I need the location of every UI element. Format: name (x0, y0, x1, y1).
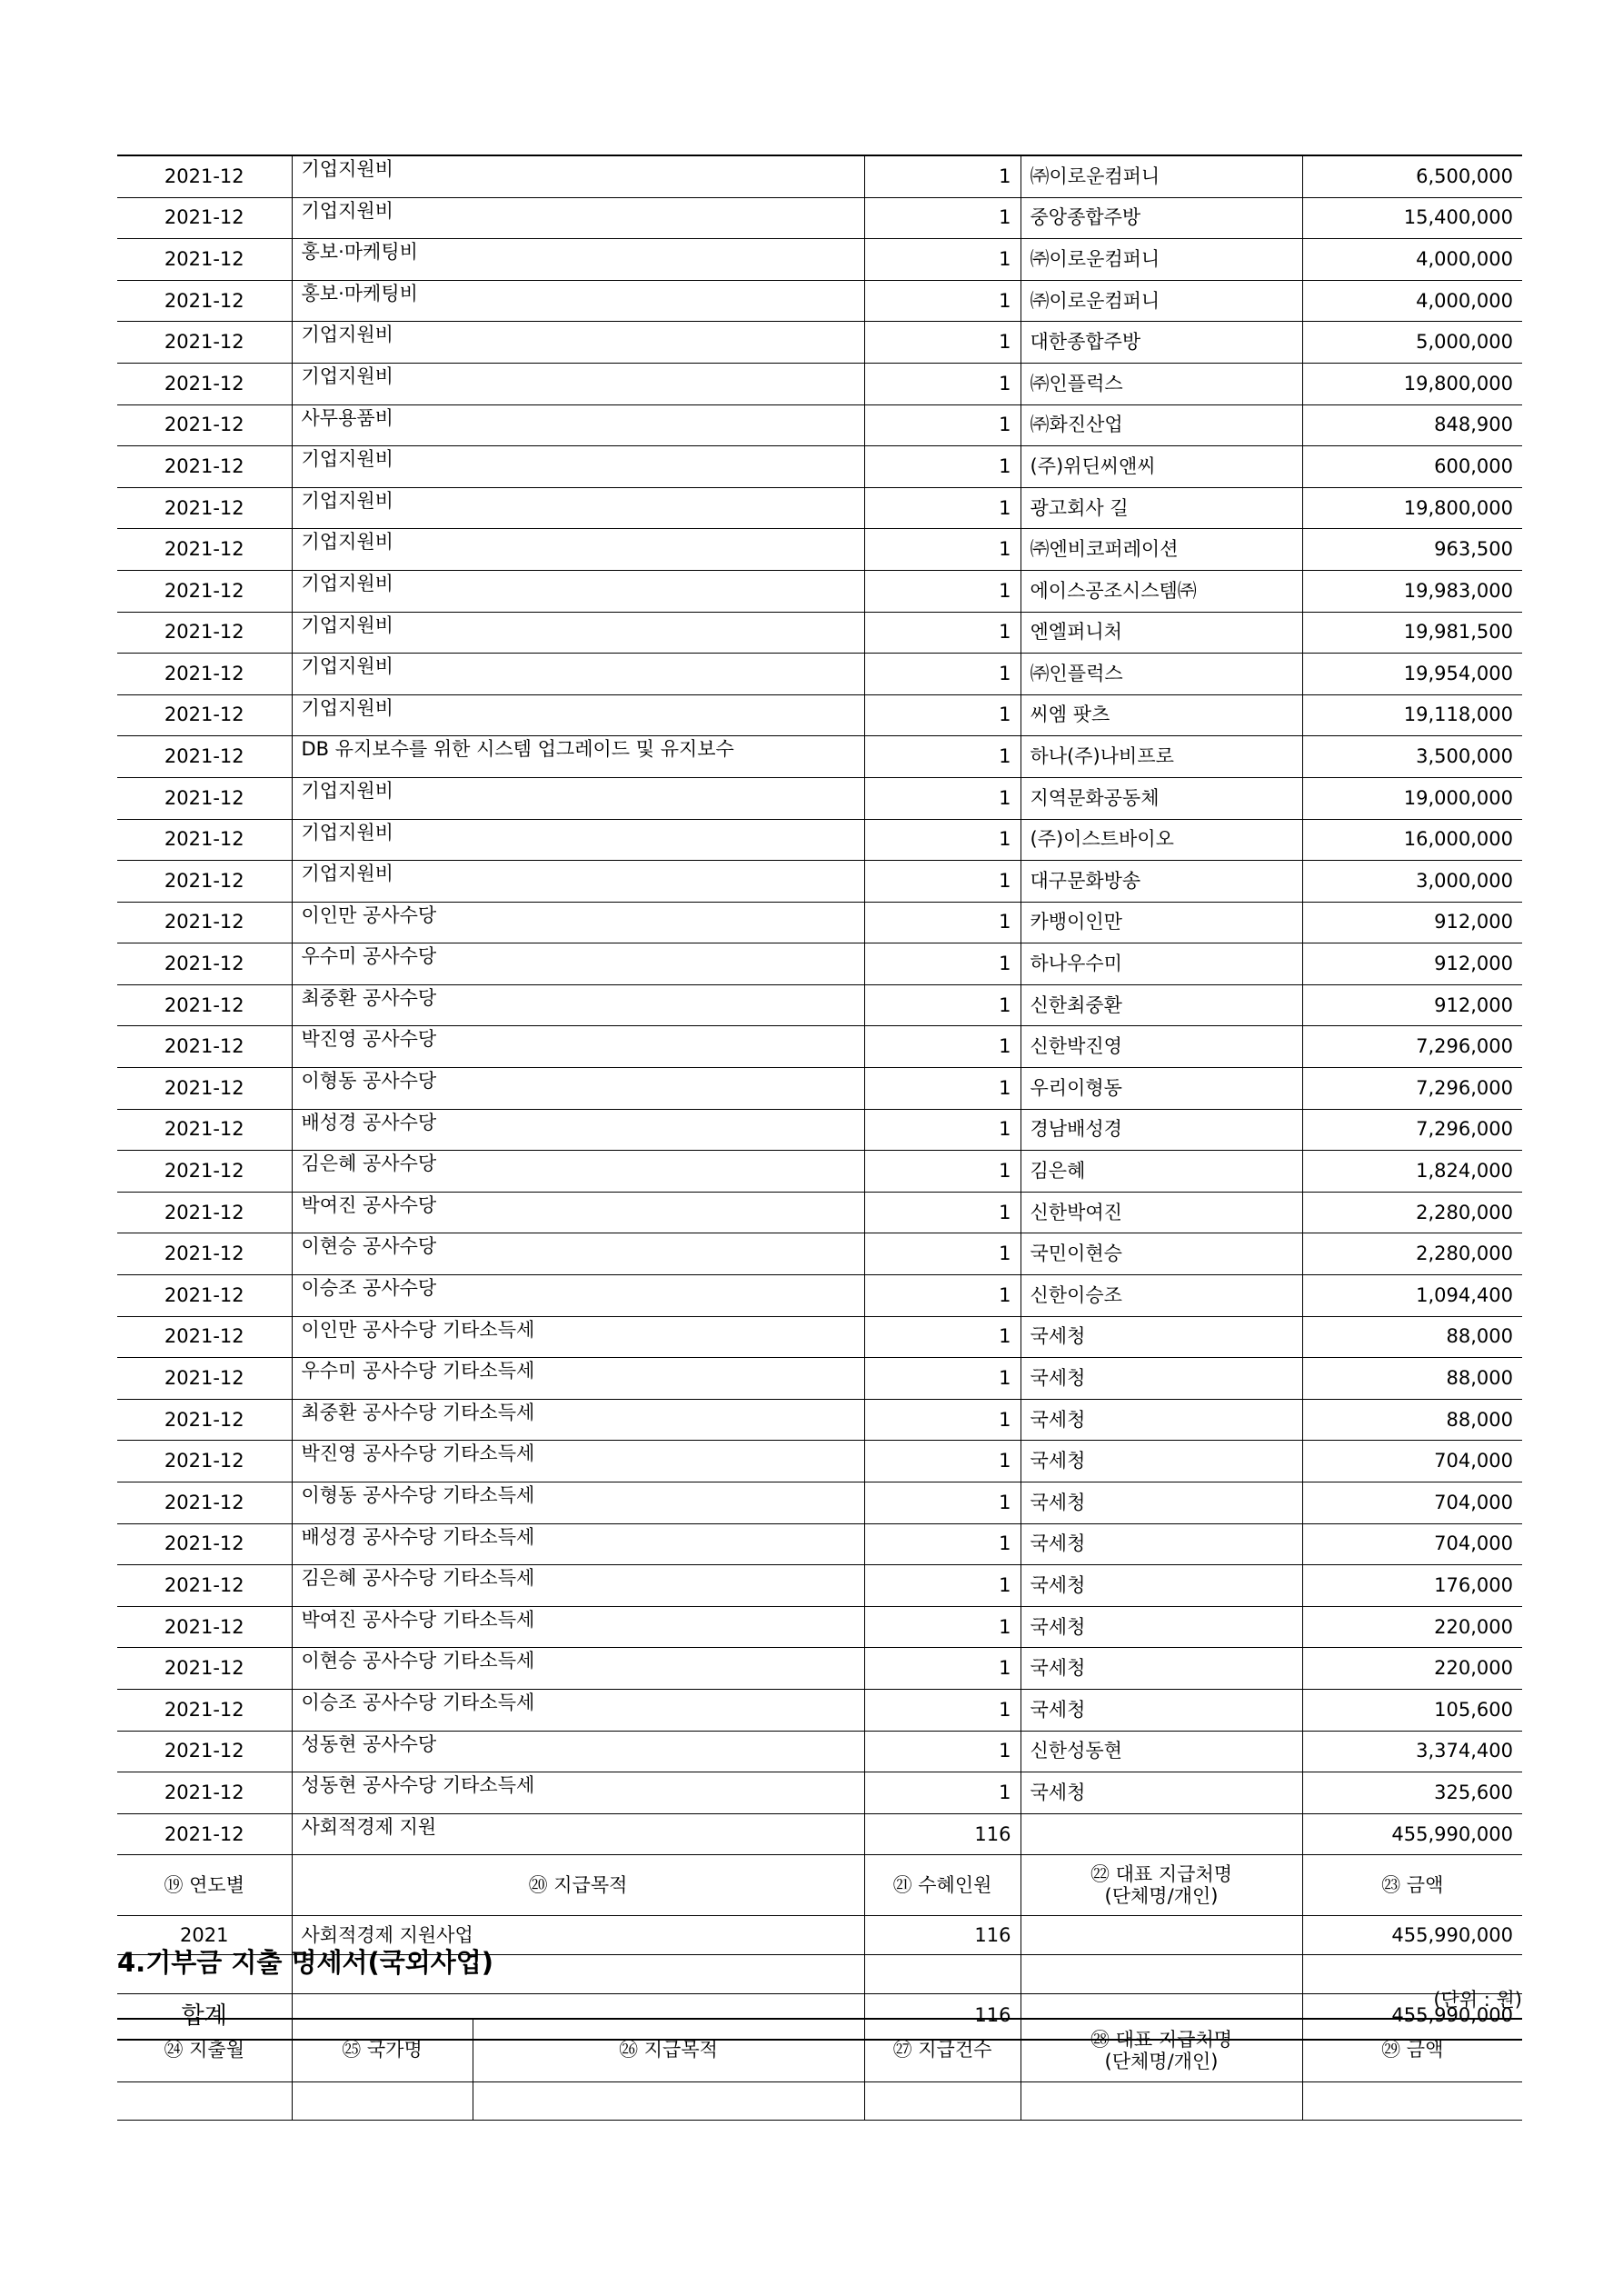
row-purpose: 기업지원비 (292, 777, 864, 819)
annual-beneficiaries: 116 (864, 1916, 1021, 1955)
row-purpose: 기업지원비 (292, 529, 864, 571)
row-count: 1 (864, 280, 1021, 322)
row-count: 1 (864, 694, 1021, 736)
row-payee: 카뱅이인만 (1021, 902, 1302, 943)
row-amount: 19,983,000 (1302, 570, 1522, 612)
total-amount: 455,990,000 (1302, 1993, 1522, 2040)
table-row (117, 1731, 1522, 1772)
row-month: 2021-12 (117, 570, 292, 612)
row-payee: 신한박여진 (1021, 1192, 1302, 1233)
table-row (117, 694, 1522, 736)
table-row (117, 1026, 1522, 1068)
row-month: 2021-12 (117, 1731, 292, 1772)
table-row (117, 570, 1522, 612)
row-count: 1 (864, 1689, 1021, 1731)
total-label: 합계 (117, 1993, 292, 2040)
row-amount: 2,280,000 (1302, 1233, 1522, 1275)
header-year: ⑲ 연도별 (117, 1855, 292, 1916)
header-purpose: ㉖ 지급목적 (473, 2019, 864, 2082)
payment-table-body (117, 155, 1522, 1855)
row-count: 1 (864, 1565, 1021, 1607)
row-payee: 신한이승조 (1021, 1275, 1302, 1317)
row-count: 1 (864, 1316, 1021, 1358)
header-beneficiaries: ㉑ 수혜인원 (864, 1855, 1021, 1916)
table-row (117, 1151, 1522, 1193)
section-title: 4.기부금 지출 명세서(국외사업) (117, 1947, 494, 1978)
unit-note: (단위 : 원) (1433, 1989, 1522, 2011)
row-payee (1021, 1813, 1302, 1855)
row-purpose: 성동현 공사수당 (292, 1731, 864, 1772)
row-purpose: 기업지원비 (292, 612, 864, 654)
row-purpose: 기업지원비 (292, 446, 864, 488)
row-payee: 하나우수미 (1021, 943, 1302, 985)
header-month: ㉔ 지출월 (117, 2019, 292, 2082)
row-payee: ㈜엔비코퍼레이션 (1021, 529, 1302, 571)
row-amount: 6,500,000 (1302, 155, 1522, 197)
table-row (117, 322, 1522, 364)
table-row (117, 654, 1522, 695)
row-purpose: 배성경 공사수당 (292, 1109, 864, 1151)
row-month: 2021-12 (117, 694, 292, 736)
row-count: 1 (864, 1399, 1021, 1441)
header-payee-line2: (단체명/개인) (1104, 2051, 1219, 2072)
row-amount: 19,118,000 (1302, 694, 1522, 736)
row-payee: 국세청 (1021, 1482, 1302, 1524)
row-purpose: 이인만 공사수당 (292, 902, 864, 943)
row-count: 1 (864, 861, 1021, 903)
table-row (117, 1772, 1522, 1814)
row-payee: 국세청 (1021, 1523, 1302, 1565)
row-month: 2021-12 (117, 1482, 292, 1524)
row-count: 1 (864, 155, 1021, 197)
row-amount: 912,000 (1302, 943, 1522, 985)
row-amount: 220,000 (1302, 1648, 1522, 1690)
row-payee: ㈜이로운컴퍼니 (1021, 280, 1302, 322)
row-count: 1 (864, 902, 1021, 943)
table-row (117, 902, 1522, 943)
row-count: 1 (864, 736, 1021, 778)
row-month: 2021-12 (117, 819, 292, 861)
row-count: 1 (864, 1482, 1021, 1524)
table-row (117, 1689, 1522, 1731)
annual-header-row (117, 1855, 1522, 1916)
row-month: 2021-12 (117, 446, 292, 488)
row-month: 2021-12 (117, 654, 292, 695)
row-purpose: 김은혜 공사수당 기타소득세 (292, 1565, 864, 1607)
row-month: 2021-12 (117, 197, 292, 239)
table-row (117, 280, 1522, 322)
table-row (117, 612, 1522, 654)
row-month: 2021-12 (117, 1648, 292, 1690)
row-amount: 7,296,000 (1302, 1109, 1522, 1151)
row-month: 2021-12 (117, 984, 292, 1026)
row-payee: 국세청 (1021, 1441, 1302, 1482)
row-amount: 704,000 (1302, 1441, 1522, 1482)
row-purpose: 기업지원비 (292, 819, 864, 861)
header-amount: ㉙ 금액 (1302, 2019, 1522, 2082)
row-purpose: 최중환 공사수당 기타소득세 (292, 1399, 864, 1441)
row-month: 2021-12 (117, 1441, 292, 1482)
row-purpose: 우수미 공사수당 기타소득세 (292, 1358, 864, 1400)
row-amount: 5,000,000 (1302, 322, 1522, 364)
row-payee: 씨엠 팟츠 (1021, 694, 1302, 736)
row-month: 2021-12 (117, 1813, 292, 1855)
table-row (117, 777, 1522, 819)
row-payee: ㈜인플럭스 (1021, 654, 1302, 695)
table-row (117, 1192, 1522, 1233)
row-purpose: DB 유지보수를 위한 시스템 업그레이드 및 유지보수 (292, 736, 864, 778)
row-purpose: 기업지원비 (292, 155, 864, 197)
header-count: ㉗ 지급건수 (864, 2019, 1021, 2082)
row-payee: 국세청 (1021, 1399, 1302, 1441)
row-count: 1 (864, 322, 1021, 364)
row-month: 2021-12 (117, 1689, 292, 1731)
row-amount: 19,800,000 (1302, 487, 1522, 529)
table-row (117, 1358, 1522, 1400)
table-row (117, 1399, 1522, 1441)
row-amount: 1,824,000 (1302, 1151, 1522, 1193)
row-count: 1 (864, 197, 1021, 239)
row-count: 1 (864, 777, 1021, 819)
table-row (117, 1523, 1522, 1565)
row-count: 1 (864, 1648, 1021, 1690)
row-payee: 신한성동현 (1021, 1731, 1302, 1772)
row-count: 116 (864, 1813, 1021, 1855)
row-amount: 19,000,000 (1302, 777, 1522, 819)
row-month: 2021-12 (117, 1358, 292, 1400)
header-payee (1021, 1855, 1302, 1916)
row-amount: 4,000,000 (1302, 280, 1522, 322)
row-purpose: 이현승 공사수당 기타소득세 (292, 1648, 864, 1690)
table-row (117, 197, 1522, 239)
row-month: 2021-12 (117, 529, 292, 571)
row-month: 2021-12 (117, 404, 292, 446)
row-month: 2021-12 (117, 777, 292, 819)
row-payee: 김은혜 (1021, 1151, 1302, 1193)
row-purpose: 기업지원비 (292, 861, 864, 903)
row-amount: 88,000 (1302, 1316, 1522, 1358)
row-count: 1 (864, 1606, 1021, 1648)
total-beneficiaries: 116 (864, 1993, 1021, 2040)
row-purpose: 김은혜 공사수당 (292, 1151, 864, 1193)
row-amount: 88,000 (1302, 1399, 1522, 1441)
row-month: 2021-12 (117, 1026, 292, 1068)
row-purpose: 기업지원비 (292, 570, 864, 612)
row-payee: ㈜인플럭스 (1021, 363, 1302, 404)
row-count: 1 (864, 404, 1021, 446)
row-count: 1 (864, 487, 1021, 529)
table-row (117, 861, 1522, 903)
row-purpose: 사회적경제 지원 (292, 1813, 864, 1855)
table-row (117, 1565, 1522, 1607)
row-count: 1 (864, 819, 1021, 861)
row-payee: 대구문화방송 (1021, 861, 1302, 903)
row-month: 2021-12 (117, 239, 292, 281)
row-month: 2021-12 (117, 363, 292, 404)
row-amount: 912,000 (1302, 984, 1522, 1026)
row-payee: ㈜화진산업 (1021, 404, 1302, 446)
row-amount: 704,000 (1302, 1523, 1522, 1565)
row-amount: 19,954,000 (1302, 654, 1522, 695)
row-amount: 19,981,500 (1302, 612, 1522, 654)
row-amount: 16,000,000 (1302, 819, 1522, 861)
table-row (117, 736, 1522, 778)
row-amount: 325,600 (1302, 1772, 1522, 1814)
row-count: 1 (864, 984, 1021, 1026)
empty-cell (1021, 2082, 1302, 2121)
row-purpose: 우수미 공사수당 (292, 943, 864, 985)
row-payee: 국세청 (1021, 1648, 1302, 1690)
empty-cell (473, 2082, 864, 2121)
row-payee: 국세청 (1021, 1606, 1302, 1648)
row-month: 2021-12 (117, 736, 292, 778)
table-row (117, 1068, 1522, 1110)
row-count: 1 (864, 1772, 1021, 1814)
table-row (117, 404, 1522, 446)
overseas-header-row (117, 2019, 1522, 2082)
row-payee: 신한최중환 (1021, 984, 1302, 1026)
row-month: 2021-12 (117, 1772, 292, 1814)
row-payee: (주)이스트바이오 (1021, 819, 1302, 861)
row-purpose: 기업지원비 (292, 487, 864, 529)
table-row (117, 155, 1522, 197)
row-month: 2021-12 (117, 1523, 292, 1565)
row-amount: 2,280,000 (1302, 1192, 1522, 1233)
row-payee: 엔엘퍼니처 (1021, 612, 1302, 654)
row-count: 1 (864, 239, 1021, 281)
table-row (117, 239, 1522, 281)
row-count: 1 (864, 1523, 1021, 1565)
table-row (117, 1109, 1522, 1151)
row-count: 1 (864, 1441, 1021, 1482)
header-country: ㉕ 국가명 (292, 2019, 473, 2082)
row-payee: 하나(주)나비프로 (1021, 736, 1302, 778)
row-amount: 912,000 (1302, 902, 1522, 943)
row-amount: 88,000 (1302, 1358, 1522, 1400)
header-amount: ㉓ 금액 (1302, 1855, 1522, 1916)
row-payee: 국세청 (1021, 1358, 1302, 1400)
row-month: 2021-12 (117, 155, 292, 197)
empty-cell (292, 2082, 473, 2121)
row-amount: 3,374,400 (1302, 1731, 1522, 1772)
row-payee: 국세청 (1021, 1316, 1302, 1358)
row-count: 1 (864, 570, 1021, 612)
annual-purpose: 사회적경제 지원사업 (292, 1916, 864, 1955)
row-purpose: 이승조 공사수당 기타소득세 (292, 1689, 864, 1731)
row-purpose: 박여진 공사수당 (292, 1192, 864, 1233)
row-month: 2021-12 (117, 1109, 292, 1151)
row-month: 2021-12 (117, 280, 292, 322)
header-payee-line1: ㉒ 대표 지급처명 (1090, 1863, 1233, 1886)
overseas-empty-row (117, 2082, 1522, 2121)
row-payee: 우리이형동 (1021, 1068, 1302, 1110)
row-month: 2021-12 (117, 943, 292, 985)
row-purpose: 기업지원비 (292, 322, 864, 364)
table-row (117, 1482, 1522, 1524)
row-count: 1 (864, 1109, 1021, 1151)
row-month: 2021-12 (117, 1233, 292, 1275)
table-row (117, 1316, 1522, 1358)
row-count: 1 (864, 529, 1021, 571)
row-amount: 455,990,000 (1302, 1813, 1522, 1855)
row-purpose: 최중환 공사수당 (292, 984, 864, 1026)
annual-amount: 455,990,000 (1302, 1916, 1522, 1955)
row-month: 2021-12 (117, 1565, 292, 1607)
row-amount: 15,400,000 (1302, 197, 1522, 239)
row-month: 2021-12 (117, 487, 292, 529)
row-amount: 4,000,000 (1302, 239, 1522, 281)
empty-cell (864, 1954, 1021, 1993)
table-row (117, 1813, 1522, 1855)
row-payee: 국세청 (1021, 1772, 1302, 1814)
annual-payee (1021, 1916, 1302, 1955)
empty-cell (1302, 2082, 1522, 2121)
row-amount: 3,500,000 (1302, 736, 1522, 778)
row-count: 1 (864, 1358, 1021, 1400)
row-payee: (주)위딘씨앤씨 (1021, 446, 1302, 488)
empty-cell (117, 2082, 292, 2121)
row-month: 2021-12 (117, 902, 292, 943)
row-amount: 3,000,000 (1302, 861, 1522, 903)
row-count: 1 (864, 612, 1021, 654)
header-payee (1021, 2019, 1302, 2082)
row-count: 1 (864, 1068, 1021, 1110)
row-amount: 1,094,400 (1302, 1275, 1522, 1317)
annual-year: 2021 (117, 1916, 292, 1955)
row-month: 2021-12 (117, 1399, 292, 1441)
row-month: 2021-12 (117, 861, 292, 903)
row-payee: 에이스공조시스템㈜ (1021, 570, 1302, 612)
row-purpose: 기업지원비 (292, 694, 864, 736)
row-count: 1 (864, 1233, 1021, 1275)
row-amount: 7,296,000 (1302, 1026, 1522, 1068)
row-purpose: 박진영 공사수당 기타소득세 (292, 1441, 864, 1482)
row-purpose: 이승조 공사수당 (292, 1275, 864, 1317)
row-payee: 국세청 (1021, 1565, 1302, 1607)
table-row (117, 446, 1522, 488)
row-month: 2021-12 (117, 1151, 292, 1193)
row-month: 2021-12 (117, 1316, 292, 1358)
row-payee: ㈜이로운컴퍼니 (1021, 155, 1302, 197)
row-purpose: 홍보·마케팅비 (292, 280, 864, 322)
empty-cell (864, 2082, 1021, 2121)
table-row (117, 1648, 1522, 1690)
payment-table (117, 155, 1522, 2041)
row-payee: ㈜이로운컴퍼니 (1021, 239, 1302, 281)
row-count: 1 (864, 654, 1021, 695)
row-purpose: 사무용품비 (292, 404, 864, 446)
table-row (117, 1441, 1522, 1482)
table-row (117, 1233, 1522, 1275)
row-count: 1 (864, 1192, 1021, 1233)
row-month: 2021-12 (117, 1275, 292, 1317)
row-payee: 국민이현승 (1021, 1233, 1302, 1275)
row-purpose: 이형동 공사수당 기타소득세 (292, 1482, 864, 1524)
row-amount: 7,296,000 (1302, 1068, 1522, 1110)
table-row (117, 487, 1522, 529)
row-month: 2021-12 (117, 1606, 292, 1648)
row-amount: 600,000 (1302, 446, 1522, 488)
row-purpose: 성동현 공사수당 기타소득세 (292, 1772, 864, 1814)
table-row (117, 529, 1522, 571)
row-month: 2021-12 (117, 612, 292, 654)
table-row (117, 943, 1522, 985)
row-purpose: 박진영 공사수당 (292, 1026, 864, 1068)
row-amount: 176,000 (1302, 1565, 1522, 1607)
row-payee: 지역문화공동체 (1021, 777, 1302, 819)
overseas-table (117, 2018, 1522, 2121)
row-purpose: 이형동 공사수당 (292, 1068, 864, 1110)
row-count: 1 (864, 446, 1021, 488)
row-purpose: 기업지원비 (292, 197, 864, 239)
row-purpose: 기업지원비 (292, 654, 864, 695)
table-row (117, 1606, 1522, 1648)
row-amount: 19,800,000 (1302, 363, 1522, 404)
table-row (117, 819, 1522, 861)
row-payee: 신한박진영 (1021, 1026, 1302, 1068)
row-amount: 848,900 (1302, 404, 1522, 446)
table-row (117, 984, 1522, 1026)
row-payee: 대한종합주방 (1021, 322, 1302, 364)
row-amount: 704,000 (1302, 1482, 1522, 1524)
row-count: 1 (864, 1275, 1021, 1317)
row-amount: 220,000 (1302, 1606, 1522, 1648)
row-purpose: 이인만 공사수당 기타소득세 (292, 1316, 864, 1358)
row-purpose: 기업지원비 (292, 363, 864, 404)
row-amount: 963,500 (1302, 529, 1522, 571)
row-purpose: 홍보·마케팅비 (292, 239, 864, 281)
row-payee: 경남배성경 (1021, 1109, 1302, 1151)
row-purpose: 배성경 공사수당 기타소득세 (292, 1523, 864, 1565)
row-purpose: 이현승 공사수당 (292, 1233, 864, 1275)
header-payee-line1: ㉘ 대표 지급처명 (1090, 2028, 1233, 2051)
row-payee: 광고회사 길 (1021, 487, 1302, 529)
row-payee: 중앙종합주방 (1021, 197, 1302, 239)
row-count: 1 (864, 1731, 1021, 1772)
header-payee-line2: (단체명/개인) (1104, 1885, 1219, 1908)
row-purpose: 박여진 공사수당 기타소득세 (292, 1606, 864, 1648)
row-amount: 105,600 (1302, 1689, 1522, 1731)
header-purpose: ⑳ 지급목적 (292, 1855, 864, 1916)
table-row (117, 1275, 1522, 1317)
row-month: 2021-12 (117, 1192, 292, 1233)
row-count: 1 (864, 943, 1021, 985)
row-payee: 국세청 (1021, 1689, 1302, 1731)
row-count: 1 (864, 363, 1021, 404)
row-month: 2021-12 (117, 322, 292, 364)
empty-cell (1021, 1954, 1302, 1993)
table-row (117, 363, 1522, 404)
row-count: 1 (864, 1151, 1021, 1193)
row-month: 2021-12 (117, 1068, 292, 1110)
row-count: 1 (864, 1026, 1021, 1068)
